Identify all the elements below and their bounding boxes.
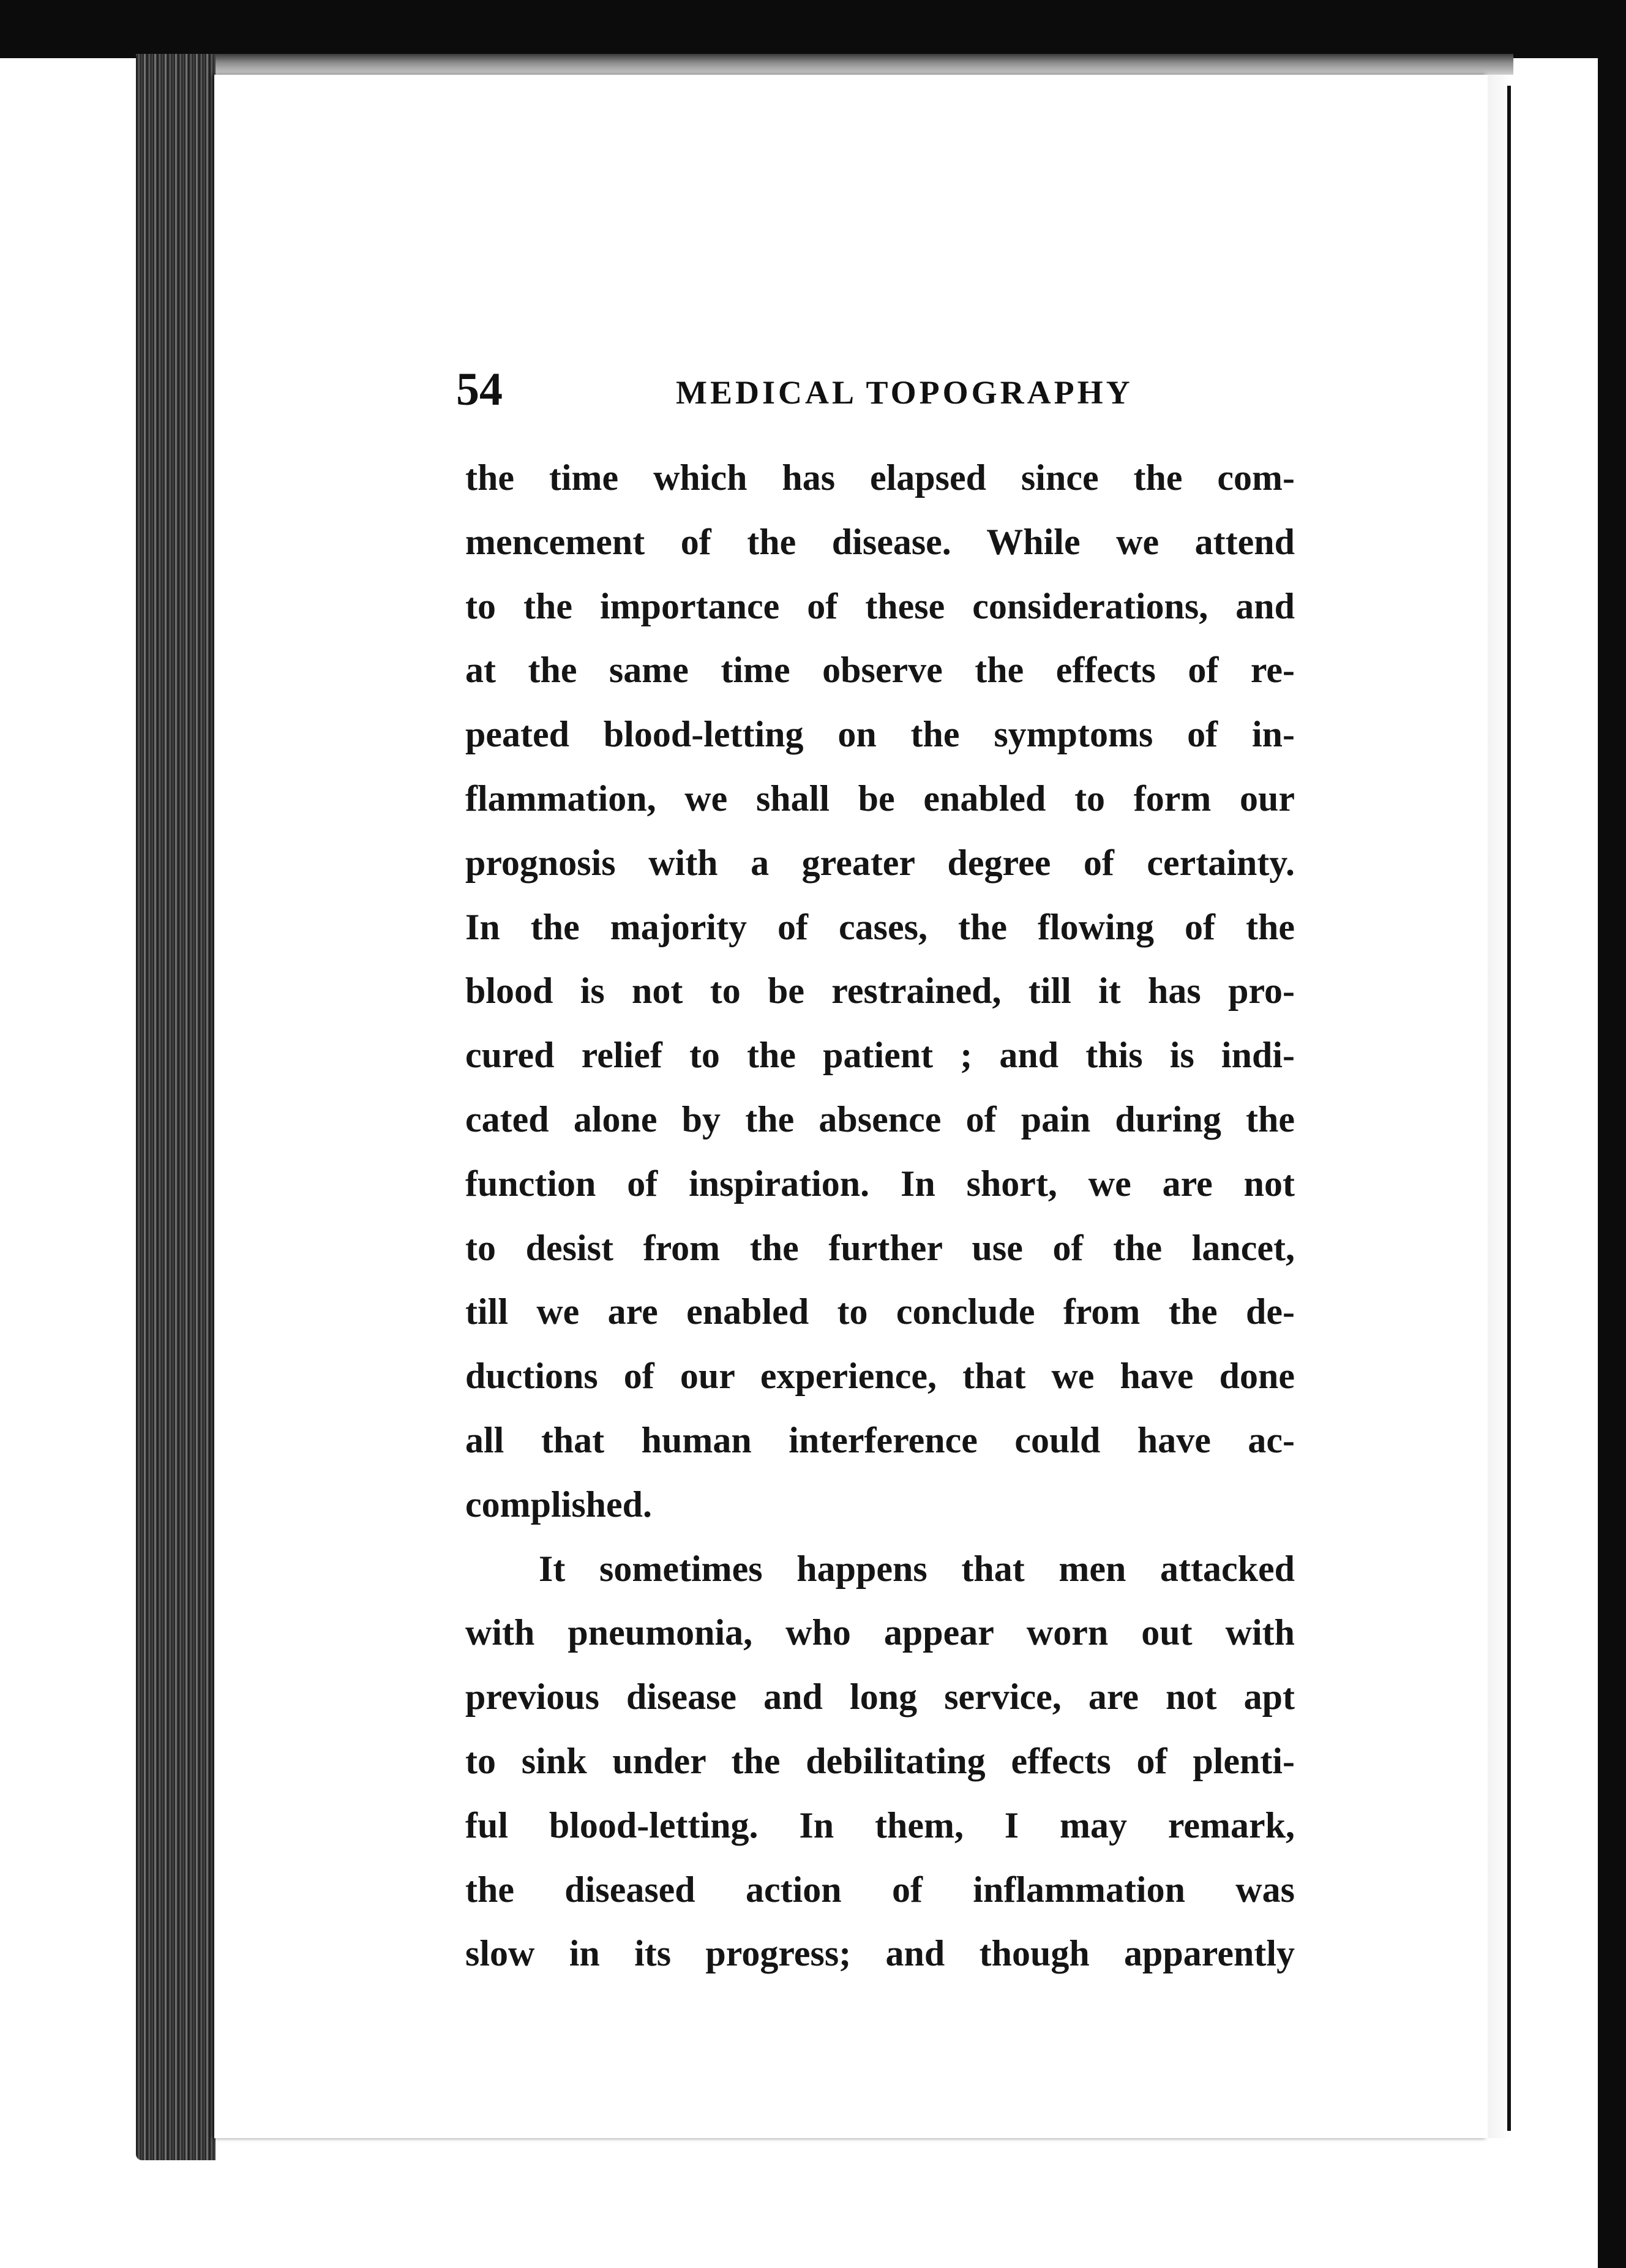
text-line: slow in its progress; and though apparently (465, 1933, 1295, 1974)
facing-page (1511, 75, 1598, 2138)
text-line: to desist from the further use of the lancet, (465, 1227, 1295, 1268)
text-line: ful blood-letting. In them, I may remark, (465, 1804, 1295, 1846)
text-line: function of inspiration. In short, we are not (465, 1163, 1295, 1204)
body-text (465, 446, 1295, 1986)
text-line: peated blood-letting on the symptoms of in- (465, 714, 1295, 755)
text-line: In the majority of cases, the flowing of the (465, 906, 1295, 947)
text-line: mencement of the disease. While we attend (465, 521, 1295, 562)
text-line: previous disease and long service, are not apt (465, 1677, 1295, 1718)
text-line: blood is not to be restrained, till it has pro- (465, 971, 1295, 1012)
text-line: to sink under the debilitating effects of plenti- (465, 1740, 1295, 1781)
text-line: till we are enabled to conclude from the de- (465, 1291, 1295, 1332)
text-line: with pneumonia, who appear worn out with (465, 1612, 1295, 1653)
text-line: the time which has elapsed since the com- (465, 457, 1295, 498)
text-line: cured relief to the patient ; and this is indi- (465, 1035, 1295, 1076)
text-line: prognosis with a greater degree of certainty. (465, 842, 1295, 883)
paragraph-first-line: It sometimes happens that men attacked (539, 1548, 1295, 1589)
text-line: at the same time observe the effects of re- (465, 650, 1295, 691)
book-top-edge (136, 54, 1513, 76)
page-number: 54 (456, 364, 503, 415)
running-head-title: MEDICAL TOPOGRAPHY (676, 374, 1133, 411)
paragraph-end-line: complished. (465, 1484, 653, 1525)
book-page-edges (136, 54, 215, 2160)
text-line: to the importance of these considerations, and (465, 585, 1295, 626)
text-line: cated alone by the absence of pain during the (465, 1098, 1295, 1140)
text-line: the diseased action of inflammation was (465, 1869, 1295, 1910)
text-line: ductions of our experience, that we have done (465, 1356, 1295, 1397)
scanner-border-right (1598, 0, 1626, 2268)
scanner-border-top (0, 0, 1626, 58)
text-line: all that human interference could have ac- (465, 1419, 1295, 1460)
text-line: flammation, we shall be enabled to form our (465, 778, 1295, 819)
